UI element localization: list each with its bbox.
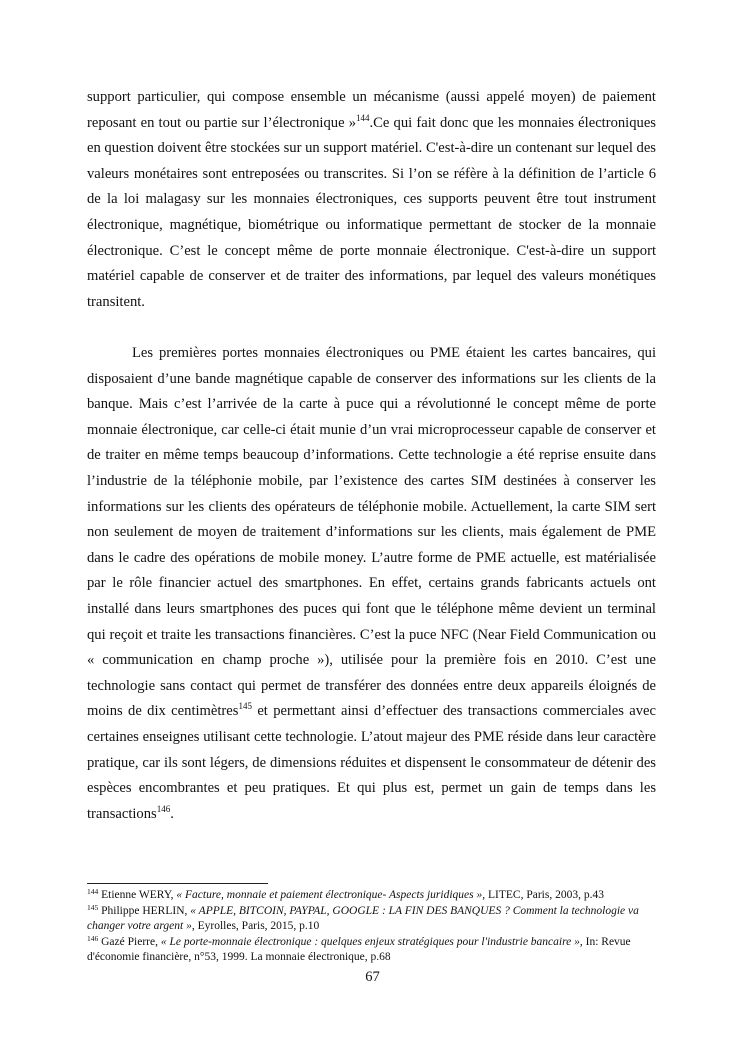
footnote-author: Etienne WERY,: [98, 889, 177, 901]
footnote-145: [87, 904, 656, 935]
text-segment: .: [170, 805, 174, 822]
page-number: 67: [365, 969, 380, 985]
text-segment: Les premières portes monnaies électroniques ou PME étaient les cartes bancaires, qui disposaient d’une bande magnétique capable de conserver des informations sur les clients de la banque. Mais c’est l’arrivée de la carte à puce qui a révolutionné le concept même de porte monnaie électronique, car celle-ci était munie d’un vrai microprocesseur capable de conserver et de traiter en même temps beaucoup d’informations. Cette technologie a été reprise ensuite dans l’industrie de la téléphonie mobile, par l’existence des cartes SIM destinées à conserver les informations sur les clients des opérateurs de téléphonie mobile. Actuellement, la carte SIM sert non seulement de moyen de traitement d’informations sur les clients, mais également de PME dans le cadre des opérations de mobile money. L’autre forme de PME actuelle, est matérialisée par le rôle financier actuel des smartphones. En effet, certains grands fabricants actuels ont installé dans leurs smartphones des puces qui font que le téléphone même devient un terminal qui reçoit et traite les transactions financières. C’est la puce NFC (Near Field Communication ou « communication en champ proche »), utilisée pour la première fois en 2010. C’est une technologie sans contact qui permet de transférer des données entre deux appareils éloignés de moins de dix centimètres: [87, 345, 656, 720]
footnote-title: « APPLE, BITCOIN, PAYPAL, GOOGLE : LA FIN DES BANQUES ? Comment la technologie va changer votre argent »: [87, 904, 639, 933]
footnote-144: [87, 888, 656, 904]
body-paragraph-2: [87, 341, 656, 827]
text-segment: et permettant ainsi d’effectuer des transactions commerciales avec certaines enseignes utilisant cette technologie. L’atout majeur des PME réside dans leur caractère pratique, car ils sont légers, de dimensions réduites et dispensent le consommateur de détenir des espèces encombrantes et peu pratiques. Et qui plus est, permet un gain de temps dans les transactions: [87, 703, 656, 822]
footnote-details: , In: Revue d'économie financière, n°53, 1999. La monnaie électronique, p.68: [87, 935, 631, 964]
footnote-number: 145: [87, 902, 99, 912]
footnote-author: Gazé Pierre,: [98, 935, 161, 948]
footnote-number: 144: [87, 887, 99, 896]
footnote-details: , LITEC, Paris, 2003, p.43: [482, 889, 604, 901]
footnote-separator: [87, 883, 268, 884]
footnote-reference-146[interactable]: 146: [156, 803, 171, 814]
footnote-146: [87, 935, 656, 966]
footnotes: [87, 888, 656, 966]
footnote-title: « Facture, monnaie et paiement électronique- Aspects juridiques »: [176, 889, 483, 901]
text-segment: .Ce qui fait donc que les monnaies électroniques en question doivent être stockées sur un support matériel. C'est-à-dire un contenant sur lequel des valeurs monétaires sont entreposées ou transcrites. Si l’on se réfère à la définition de l’article 6 de la loi malagasy sur les monnaies électroniques, ces supports peuvent être tout instrument électronique, magnétique, biométrique ou informatique permettant de stocker de la monnaie électronique. C’est le concept même de porte monnaie électronique. C'est-à-dire un support matériel capable de conserver et de traiter des informations, par lequel des valeurs monétiques transitent.: [87, 114, 656, 310]
footnote-reference-144[interactable]: 144: [356, 112, 370, 123]
footnote-author: Philippe HERLIN,: [98, 904, 191, 917]
body-paragraph-1: [87, 85, 656, 315]
footnote-title: « Le porte-monnaie électronique : quelques enjeux stratégiques pour l'industrie bancaire »: [160, 935, 580, 948]
footnote-details: , Eyrolles, Paris, 2015, p.10: [191, 920, 320, 933]
text-segment: support particulier, qui compose ensemble un mécanisme (aussi appelé moyen) de paiement reposant en tout ou partie sur l’électronique »: [87, 89, 656, 131]
footnote-number: 146: [87, 933, 99, 943]
footnote-reference-145[interactable]: 145: [238, 701, 252, 712]
